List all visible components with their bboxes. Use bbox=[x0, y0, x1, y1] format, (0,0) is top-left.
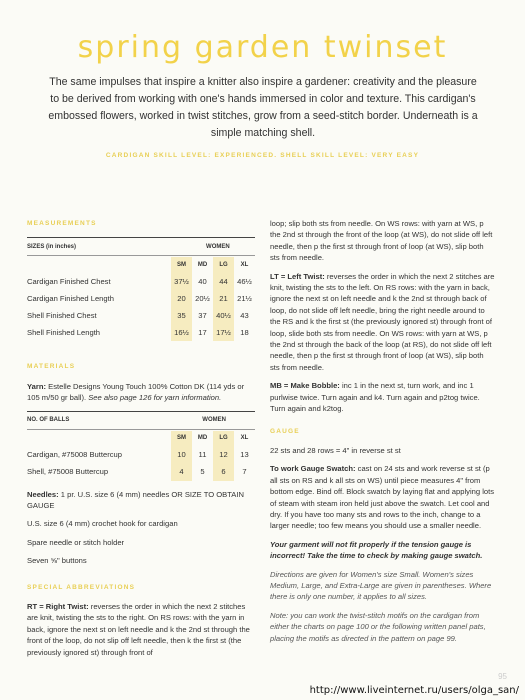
cell: 43 bbox=[240, 311, 249, 321]
measurements-table bbox=[27, 239, 255, 255]
yarn-label: Yarn: bbox=[27, 381, 46, 391]
watermark-url: http://www.liveinternet.ru/users/olga_san/ bbox=[309, 685, 519, 696]
lt-paragraph bbox=[270, 271, 495, 374]
cell: 4 bbox=[171, 464, 192, 481]
measurements-heading: MEASUREMENTS bbox=[27, 220, 97, 227]
measurements-table-body bbox=[27, 257, 255, 341]
table-row bbox=[27, 447, 255, 464]
cell: 21 bbox=[213, 290, 234, 307]
mb-paragraph bbox=[270, 380, 495, 414]
needles-paragraph bbox=[27, 489, 255, 512]
cell: 20½ bbox=[195, 294, 210, 304]
balls-table bbox=[27, 431, 255, 481]
cell: 5 bbox=[200, 467, 205, 477]
note-text: Note: you can work the twist-stitch motifs on the cardigan from either the charts on page 100 or the following written panel pats, placing the motifs as directed in the pattern on page 99. bbox=[270, 610, 486, 643]
page-number: 95 bbox=[498, 672, 507, 681]
cell: 37½ bbox=[171, 273, 192, 290]
divider bbox=[27, 411, 255, 412]
intro-paragraph: The same impulses that inspire a knitter also inspire a gardener: creativity and the pleasure to be derived from working with one's hands immersed in color and texture. This cardigan's embossed flowers, worked in twist stitches, grow from a seed-stitch border. Underneath is a simple matching shell. bbox=[48, 76, 478, 139]
page-title: spring garden twinset bbox=[77, 30, 448, 65]
right-column bbox=[270, 218, 495, 651]
col-header: XL bbox=[240, 261, 249, 268]
yarn-text: Estelle Designs Young Touch 100% Cotton DK (114 yds or 105 m/50 gr ball). bbox=[27, 381, 245, 403]
rt-text: reverses the order in which the next 2 stitches are knit, twisting the sts to the right. On RS rows: with the yarn in back, ignore the next st on left needle and k the 2nd st through the front of the loop, do not slip off left needle, then k the first st (the previously ignored st) through front of bbox=[27, 602, 250, 657]
col-header: SM bbox=[171, 257, 192, 273]
col-header: LG bbox=[213, 431, 234, 447]
divider bbox=[27, 237, 255, 238]
rt-paragraph bbox=[27, 601, 255, 658]
col-header: LG bbox=[213, 257, 234, 273]
col-header: MD bbox=[197, 434, 208, 441]
cell: 37 bbox=[198, 311, 207, 321]
table-row bbox=[27, 273, 255, 290]
gauge-line: 22 sts and 28 rows = 4" in reverse st st bbox=[270, 445, 401, 455]
rt-continued: loop; slip both sts from needle. On WS rows: with yarn at WS, p the 2nd st through the front of the loop (at WS), do not slide off left needle, then p the first st through front of loop (at WS), slip both sts from needle. bbox=[270, 219, 493, 263]
cell: 18 bbox=[240, 328, 249, 338]
cell: 11 bbox=[198, 450, 207, 460]
cell: 40½ bbox=[213, 307, 234, 324]
yarn-note: See also page 126 for yarn information. bbox=[88, 393, 222, 403]
size-directions bbox=[270, 569, 495, 603]
cell: 40 bbox=[198, 277, 207, 287]
warning-text: Your garment will not fit properly if the tension gauge is incorrect! Take the time to check by making gauge swatch. bbox=[270, 539, 483, 561]
row-label: Shell Finished Length bbox=[27, 328, 101, 338]
divider bbox=[27, 429, 255, 430]
cell: 20 bbox=[171, 290, 192, 307]
cell: 13 bbox=[240, 450, 249, 460]
crochet-hook: U.S. size 6 (4 mm) crochet hook for cardigan bbox=[27, 519, 178, 529]
row-label: Shell, #75008 Buttercup bbox=[27, 467, 109, 477]
cell: 17½ bbox=[213, 324, 234, 341]
balls-label: NO. OF BALLS bbox=[27, 416, 70, 423]
row-label: Shell Finished Chest bbox=[27, 311, 97, 321]
table-row bbox=[27, 324, 255, 341]
table-row bbox=[27, 307, 255, 324]
lt-text: reverses the order in which the next 2 stitches are knit, twisting the sts to the left. On RS rows: with the yarn in back, ignore the next st on left needle and k the 2nd st through back of loop, do not slide off left needle, bring the right needle around to the RS and k the first st (the previously ignored st) through front of loop, slide both sts from needle. On WS rows: with yarn at WS, p the 2nd st through the back of the loop (at RS), do not slide off left needle, then p the first st through front of loop (at WS), slip both sts from needle. bbox=[270, 271, 495, 372]
row-label: Cardigan, #75008 Buttercup bbox=[27, 450, 122, 460]
needles-text: 1 pr. U.S. size 6 (4 mm) needles OR SIZE TO OBTAIN GAUGE bbox=[27, 489, 244, 511]
lt-label: LT = Left Twist: bbox=[270, 271, 325, 281]
row-label: Cardigan Finished Length bbox=[27, 294, 114, 304]
cell: 12 bbox=[213, 447, 234, 464]
gauge-heading: GAUGE bbox=[270, 427, 300, 435]
rt-label: RT = Right Twist: bbox=[27, 602, 89, 612]
mb-label: MB = Make Bobble: bbox=[270, 381, 340, 391]
col-header: MD bbox=[197, 261, 208, 268]
skill-level: CARDIGAN SKILL LEVEL: EXPERIENCED. SHELL SKILL LEVEL: VERY EASY bbox=[105, 152, 420, 159]
sizes-label: SIZES (in inches) bbox=[27, 243, 77, 250]
column-header-row bbox=[27, 257, 255, 273]
col-header: SM bbox=[171, 431, 192, 447]
cell: 46½ bbox=[237, 277, 252, 287]
cell: 17 bbox=[198, 328, 207, 338]
swatch-paragraph bbox=[270, 463, 495, 531]
table-row bbox=[27, 290, 255, 307]
cell: 44 bbox=[213, 273, 234, 290]
cell: 16½ bbox=[171, 324, 192, 341]
swatch-text: cast on 24 sts and work reverse st st (p all sts on RS and k all sts on WS) until piece measures 4" from bottom edge. Bind off. Block swatch by laying flat and applying lots of steam with steam iron held just above the swatch. Let cool and dry. If you have too many sts and rows to the inch, change to a larger needle; too few means you should use a smaller needle. bbox=[270, 464, 495, 531]
table-header bbox=[27, 413, 255, 429]
table-header bbox=[27, 239, 255, 255]
divider bbox=[27, 255, 255, 256]
cell: 35 bbox=[171, 307, 192, 324]
mb-text: inc 1 in the next st, turn work, and inc 1 purlwise twice. Turn again and k4. Turn again and p2tog twice. Turn again and k2tog. bbox=[270, 381, 480, 414]
needles-label: Needles: bbox=[27, 489, 59, 499]
gauge-warning bbox=[270, 539, 495, 562]
row-label: Cardigan Finished Chest bbox=[27, 277, 111, 287]
swatch-label: To work Gauge Swatch: bbox=[270, 464, 356, 474]
balls-table-header bbox=[27, 413, 255, 429]
cell: 7 bbox=[242, 467, 247, 477]
col-header: XL bbox=[240, 434, 249, 441]
cell: 21½ bbox=[237, 294, 252, 304]
left-column bbox=[27, 218, 255, 665]
women-label: WOMEN bbox=[202, 416, 226, 423]
table-row bbox=[27, 464, 255, 481]
materials-heading: MATERIALS bbox=[27, 363, 76, 371]
directions-text: Directions are given for Women's size Small. Women's sizes Medium, Large, and Extra-Large are given in parentheses. Where there is only one number, it applies to all sizes. bbox=[270, 569, 492, 602]
abbrev-heading: SPECIAL ABBREVIATIONS bbox=[27, 583, 136, 591]
cell: 6 bbox=[213, 464, 234, 481]
women-label: WOMEN bbox=[206, 243, 230, 250]
buttons: Seven ⅝" buttons bbox=[27, 556, 87, 566]
spare-needle: Spare needle or stitch holder bbox=[27, 537, 125, 547]
motif-note bbox=[270, 610, 495, 644]
yarn-paragraph bbox=[27, 381, 255, 404]
column-header-row bbox=[27, 431, 255, 447]
cell: 10 bbox=[171, 447, 192, 464]
